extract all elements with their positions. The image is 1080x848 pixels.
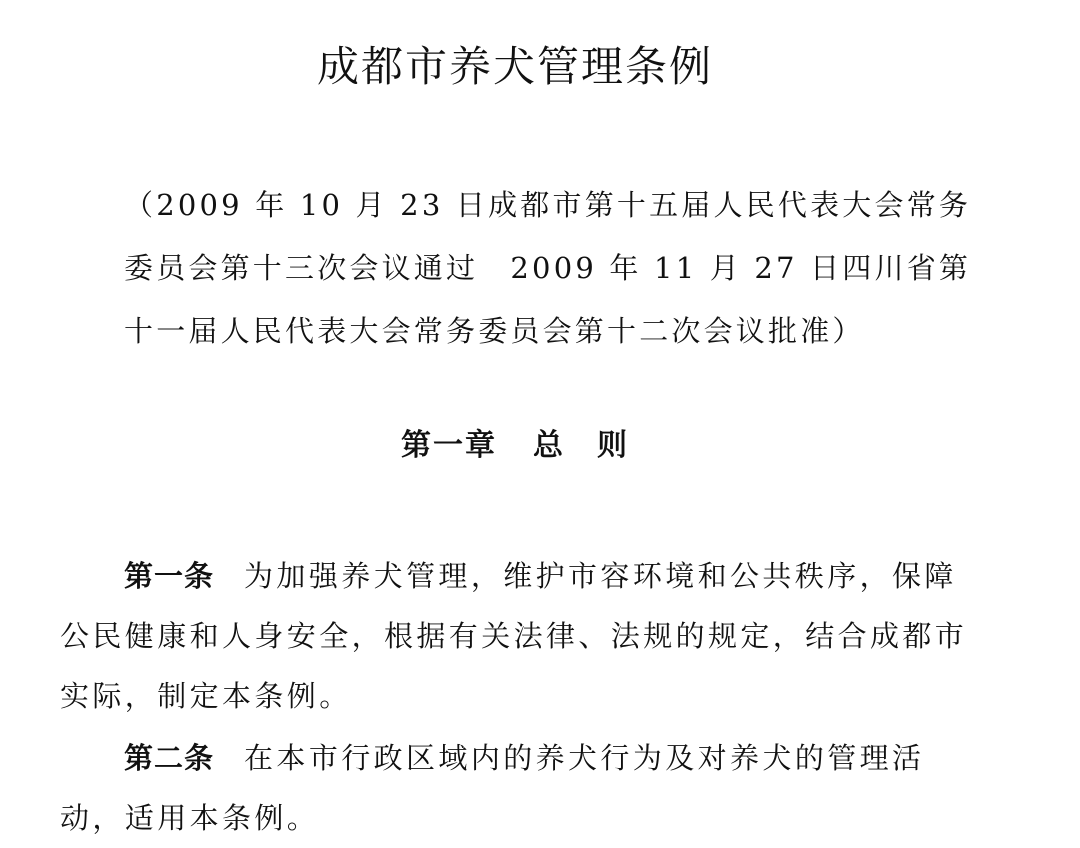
article-line: 实际，制定本条例。 (60, 679, 352, 713)
article-line (60, 728, 980, 788)
article-text: 在本市行政区域内的养犬行为及对养犬的管理活 (244, 741, 925, 775)
article-line: 动，适用本条例。 (60, 801, 320, 835)
adoption-note-line: 十一届人民代表大会常务委员会第十二次会议批准） (124, 314, 865, 348)
article-number: 第一条 (124, 559, 215, 593)
chapter-number: 第一章 (401, 428, 497, 463)
article-line: 公民健康和人身安全，根据有关法律、法规的规定，结合成都市 (60, 619, 968, 653)
adoption-note (124, 174, 972, 363)
adoption-note-line: （2009 年 10 月 23 日成都市第十五届人民代表大会常务 (124, 188, 972, 222)
article-line (60, 546, 980, 606)
article-1 (60, 546, 980, 726)
chapter-title: 总 则 (533, 428, 629, 463)
article-text: 为加强养犬管理，维护市容环境和公共秩序，保障 (244, 559, 957, 593)
document-title: 成都市养犬管理条例 (316, 42, 713, 91)
chapter-heading (0, 420, 1030, 464)
adoption-note-line: 委员会第十三次会议通过 2009 年 11 月 27 日四川省第 (124, 251, 972, 285)
article-number: 第二条 (124, 741, 215, 775)
article-2 (60, 728, 980, 848)
